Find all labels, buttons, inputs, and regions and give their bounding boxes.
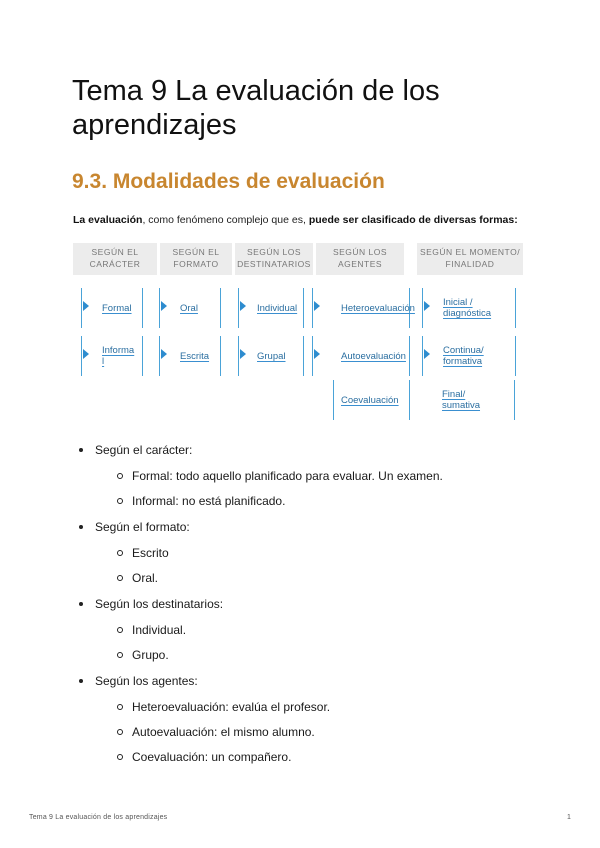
- sub-list-item: Informal: no está planificado.: [116, 494, 538, 508]
- page-title: Tema 9 La evaluación de los aprendizajes: [72, 75, 440, 141]
- figure-intro-bold: La evaluación: [73, 214, 143, 226]
- figure-item-individual: [238, 288, 304, 328]
- arrow-icon: [161, 349, 167, 359]
- figure-item-label: Formal: [102, 302, 132, 314]
- figure-item-autoevaluacion: [312, 336, 410, 376]
- arrow-icon: [314, 349, 320, 359]
- list-item-label: Según los destinatarios:: [95, 597, 224, 611]
- figure-intro-text: , como fenómeno complejo que es,: [142, 214, 309, 226]
- figure-item-label: Grupal: [257, 350, 286, 362]
- list-item: [78, 597, 538, 662]
- sub-list-item: Heteroevaluación: evalúa el profesor.: [116, 700, 538, 714]
- figure-item-coevaluacion: [333, 380, 410, 420]
- header-momento: SEGÚN EL MOMENTO/ FINALIDAD: [417, 243, 523, 275]
- figure-item-inicial: [422, 288, 516, 328]
- figure-item-label: Final/ sumativa: [442, 389, 481, 411]
- arrow-icon: [161, 301, 167, 311]
- page-number: 1: [567, 814, 571, 821]
- header-caracter: SEGÚN EL CARÁCTER: [73, 243, 157, 275]
- list-item-label: Según el formato:: [95, 520, 190, 534]
- sub-list-item: Coevaluación: un compañero.: [116, 750, 538, 764]
- sub-list: [95, 623, 538, 662]
- figure-item-label: Heteroevaluación: [341, 302, 415, 314]
- figure-item-label: Escrita: [180, 350, 210, 362]
- list-item: [78, 674, 538, 764]
- list-item: [78, 443, 538, 508]
- figure-item-label: Continua/ formativa: [443, 345, 484, 367]
- sub-list-item: Individual.: [116, 623, 538, 637]
- arrow-icon: [240, 349, 246, 359]
- header-agentes: SEGÚN LOS AGENTES: [316, 243, 404, 275]
- sub-list-item: Autoevaluación: el mismo alumno.: [116, 725, 538, 739]
- list-item-label: Según los agentes:: [95, 674, 198, 688]
- page-footer: Tema 9 La evaluación de los aprendizajes: [29, 814, 168, 821]
- figure-intro-bold: puede ser clasificado de diversas formas:: [308, 214, 518, 226]
- sub-list: [95, 700, 538, 764]
- figure-item-label: Individual: [257, 302, 298, 314]
- sub-list-item: Grupo.: [116, 648, 538, 662]
- arrow-icon: [424, 349, 430, 359]
- section-heading: 9.3. Modalidades de evaluación: [72, 170, 385, 193]
- figure-item-escrita: [159, 336, 221, 376]
- figure-item-grupal: [238, 336, 304, 376]
- figure-intro: [73, 214, 518, 226]
- sub-list: [95, 546, 538, 585]
- figure-item-label: Informa l: [102, 345, 135, 367]
- arrow-icon: [314, 301, 320, 311]
- classification-figure: [73, 214, 528, 424]
- arrow-icon: [240, 301, 246, 311]
- figure-item-final: [435, 380, 515, 420]
- header-formato: SEGÚN EL FORMATO: [160, 243, 232, 275]
- figure-item-label: Autoevaluación: [341, 350, 406, 362]
- figure-item-heteroevaluacion: [312, 288, 415, 328]
- classification-list: [78, 443, 538, 776]
- sub-list-item: Formal: todo aquello planificado para evaluar. Un examen.: [116, 469, 538, 483]
- list-item: [78, 520, 538, 585]
- figure-item-formal: [81, 288, 143, 328]
- arrow-icon: [83, 301, 89, 311]
- arrow-icon: [83, 349, 89, 359]
- list-item-label: Según el carácter:: [95, 443, 193, 457]
- arrow-icon: [424, 301, 430, 311]
- header-destinatarios: SEGÚN LOS DESTINATARIOS: [235, 243, 313, 275]
- figure-item-continua: [422, 336, 516, 376]
- figure-item-informal: [81, 336, 143, 376]
- figure-item-label: Coevaluación: [341, 394, 399, 406]
- figure-item-label: Oral: [180, 302, 198, 314]
- figure-item-label: Inicial / diagnóstica: [443, 297, 492, 319]
- sub-list-item: Oral.: [116, 571, 538, 585]
- sub-list: [95, 469, 538, 508]
- sub-list-item: Escrito: [116, 546, 538, 560]
- figure-item-oral: [159, 288, 221, 328]
